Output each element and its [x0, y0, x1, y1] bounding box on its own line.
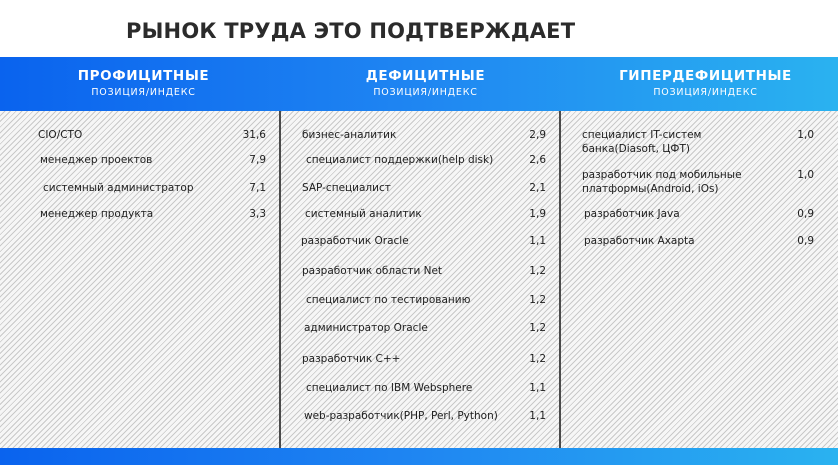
index-value: 1,2 [529, 322, 546, 334]
index-value: 1,2 [529, 265, 546, 277]
index-value: 1,1 [529, 382, 546, 394]
index-value: 0,9 [797, 235, 814, 247]
column-subtitle: ПОЗИЦИЯ/ИНДЕКС [373, 87, 478, 98]
position-label: менеджер продукта [40, 208, 154, 220]
index-value: 1,9 [529, 208, 546, 220]
index-value: 1,0 [797, 129, 814, 141]
column-divider [279, 111, 281, 448]
position-label: администратор Oracle [304, 322, 428, 334]
position-label: бизнес-аналитик [302, 129, 397, 141]
index-value: 2,6 [529, 154, 546, 166]
position-label: менеджер проектов [40, 154, 153, 166]
position-label: разработчик под мобильные платформы(Android, iOs) [582, 169, 742, 195]
position-label: разработчик C++ [302, 353, 401, 365]
position-label: разработчик Java [584, 208, 680, 220]
column-title: ПРОФИЦИТНЫЕ [77, 68, 210, 84]
column-divider [559, 111, 561, 448]
header-bar [0, 57, 838, 111]
position-label: специалист IT-систем банка(Diasoft, ЦФТ) [582, 129, 702, 155]
position-label: специалист поддержки(help disk) [306, 154, 494, 166]
column-title: ГИПЕРДЕФИЦИТНЫЕ [619, 68, 792, 84]
index-value: 7,9 [249, 154, 266, 166]
position-label: разработчик Oracle [301, 235, 409, 247]
position-label: SAP-специалист [302, 182, 391, 194]
footer-bar [0, 448, 838, 465]
position-label: web-разработчик(PHP, Perl, Python) [304, 410, 498, 422]
column-subtitle: ПОЗИЦИЯ/ИНДЕКС [653, 87, 758, 98]
index-value: 1,1 [529, 410, 546, 422]
index-value: 0,9 [797, 208, 814, 220]
column-header-hyperdeficit [566, 57, 838, 99]
table-row [582, 168, 814, 196]
column-subtitle: ПОЗИЦИЯ/ИНДЕКС [91, 87, 196, 98]
index-value: 1,2 [529, 294, 546, 306]
index-value: 7,1 [249, 182, 266, 194]
index-value: 1,2 [529, 353, 546, 365]
position-label: специалист по тестированию [306, 294, 471, 306]
table-row [582, 128, 814, 156]
position-label: CIO/CTO [38, 129, 83, 141]
page-title: РЫНОК ТРУДА ЭТО ПОДТВЕРЖДАЕТ [126, 19, 576, 43]
index-value: 2,1 [529, 182, 546, 194]
column-header-surplus [4, 57, 283, 99]
position-label: разработчик области Net [302, 265, 443, 277]
column-title: ДЕФИЦИТНЫЕ [365, 68, 486, 84]
index-value: 1,1 [529, 235, 546, 247]
position-label: разработчик Axapta [584, 235, 695, 247]
position-label: системный аналитик [305, 208, 422, 220]
index-value: 2,9 [529, 129, 546, 141]
index-value: 1,0 [797, 169, 814, 181]
index-value: 3,3 [249, 208, 266, 220]
position-label: системный администратор [43, 182, 194, 194]
position-label: специалист по IBM Websphere [306, 382, 473, 394]
index-value: 31,6 [242, 129, 266, 141]
column-header-deficit [286, 57, 565, 99]
